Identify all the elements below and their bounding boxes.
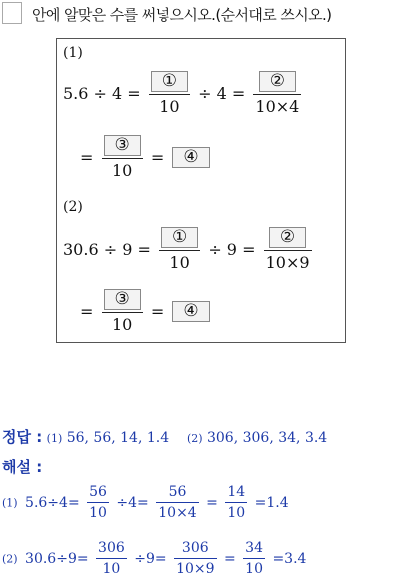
p1-blank-4[interactable]: ④	[172, 147, 209, 168]
answer-1-values: 56, 56, 14, 1.4	[66, 430, 170, 446]
answer-label: 정답 :	[2, 428, 43, 446]
s2-fraction-a-num: 306	[98, 540, 125, 556]
p1-fraction-1	[149, 71, 190, 116]
s1-fraction-a-den: 10	[87, 502, 109, 521]
answer-2-values: 306, 306, 34, 3.4	[206, 430, 328, 446]
s2-fraction-a-den: 10	[96, 558, 127, 577]
s1-result: =1.4	[254, 494, 289, 511]
s1-equals: =	[206, 494, 218, 511]
s1-lhs: 5.6÷4=	[25, 494, 80, 511]
p1-blank-2[interactable]: ②	[259, 71, 296, 92]
p1-blank-3[interactable]: ③	[104, 135, 141, 156]
s1-fraction-c	[225, 484, 247, 521]
answer-box	[2, 2, 22, 24]
s2-fraction-b-den: 10×9	[174, 558, 216, 577]
p1-fraction-1-den: 10	[149, 94, 190, 116]
solution-1-tag: (1)	[2, 496, 18, 510]
s1-fraction-a	[87, 484, 109, 521]
p2-lhs: 30.6 ÷ 9 =	[63, 240, 151, 259]
s1-fraction-c-num: 14	[227, 484, 246, 500]
problem-1-line-1	[63, 71, 301, 116]
s2-fraction-a	[96, 540, 127, 577]
p2-blank-2[interactable]: ②	[269, 227, 306, 248]
p2-divide: ÷ 9 =	[208, 240, 256, 259]
s2-lhs: 30.6÷9=	[25, 550, 89, 567]
problem-2-line-2	[77, 289, 210, 334]
s1-divide: ÷4=	[116, 494, 149, 511]
p2-blank-1[interactable]: ①	[161, 227, 198, 248]
p2-blank-4[interactable]: ④	[172, 301, 209, 322]
s1-fraction-c-den: 10	[225, 502, 247, 521]
p2-equals-1: =	[80, 302, 94, 321]
p1-blank-1[interactable]: ①	[151, 71, 188, 92]
problem-1-label: (1)	[63, 45, 83, 61]
answer-2-tag: (2)	[186, 432, 203, 445]
s2-divide: ÷9=	[134, 550, 167, 567]
p1-lhs: 5.6 ÷ 4 =	[63, 84, 141, 103]
problem-1-line-2	[77, 135, 210, 180]
p2-blank-3[interactable]: ③	[104, 289, 141, 310]
s2-fraction-b-num: 306	[181, 540, 209, 556]
question-instruction: 안에 알맞은 수를 써넣으시오.(순서대로 쓰시오.)	[32, 6, 332, 24]
s1-fraction-b-num: 56	[168, 484, 187, 500]
s2-fraction-c-den: 10	[243, 558, 265, 577]
solution-1	[2, 484, 292, 521]
problem-frame	[56, 38, 346, 343]
p2-equals-2: =	[150, 302, 165, 321]
p1-divide: ÷ 4 =	[198, 84, 246, 103]
p1-fraction-3	[102, 135, 143, 180]
p2-fraction-1	[159, 227, 200, 272]
p1-fraction-2	[253, 71, 301, 116]
s2-fraction-c-num: 34	[245, 540, 263, 556]
p2-fraction-1-den: 10	[159, 250, 200, 272]
s1-fraction-a-num: 56	[89, 484, 107, 500]
answer-1-tag: (1)	[46, 432, 63, 445]
p1-fraction-2-den: 10×4	[253, 94, 301, 116]
p2-fraction-3-den: 10	[102, 312, 143, 334]
solution-2-tag: (2)	[2, 552, 18, 566]
p2-fraction-2	[264, 227, 312, 272]
s1-fraction-b	[156, 484, 198, 521]
s2-equals: =	[223, 550, 236, 567]
answer-line	[2, 426, 327, 447]
p1-fraction-3-den: 10	[102, 158, 143, 180]
p1-equals-2: =	[150, 148, 165, 167]
explanation-label: 해설 :	[2, 458, 43, 476]
s2-fraction-b	[174, 540, 216, 577]
problem-2-line-1	[63, 227, 312, 272]
solution-2	[2, 540, 309, 577]
problem-2-label: (2)	[63, 199, 83, 215]
p2-fraction-2-den: 10×9	[264, 250, 312, 272]
p1-equals-1: =	[80, 148, 94, 167]
s1-fraction-b-den: 10×4	[156, 502, 198, 521]
s2-fraction-c	[243, 540, 265, 577]
s2-result: =3.4	[272, 550, 307, 567]
p2-fraction-3	[102, 289, 143, 334]
